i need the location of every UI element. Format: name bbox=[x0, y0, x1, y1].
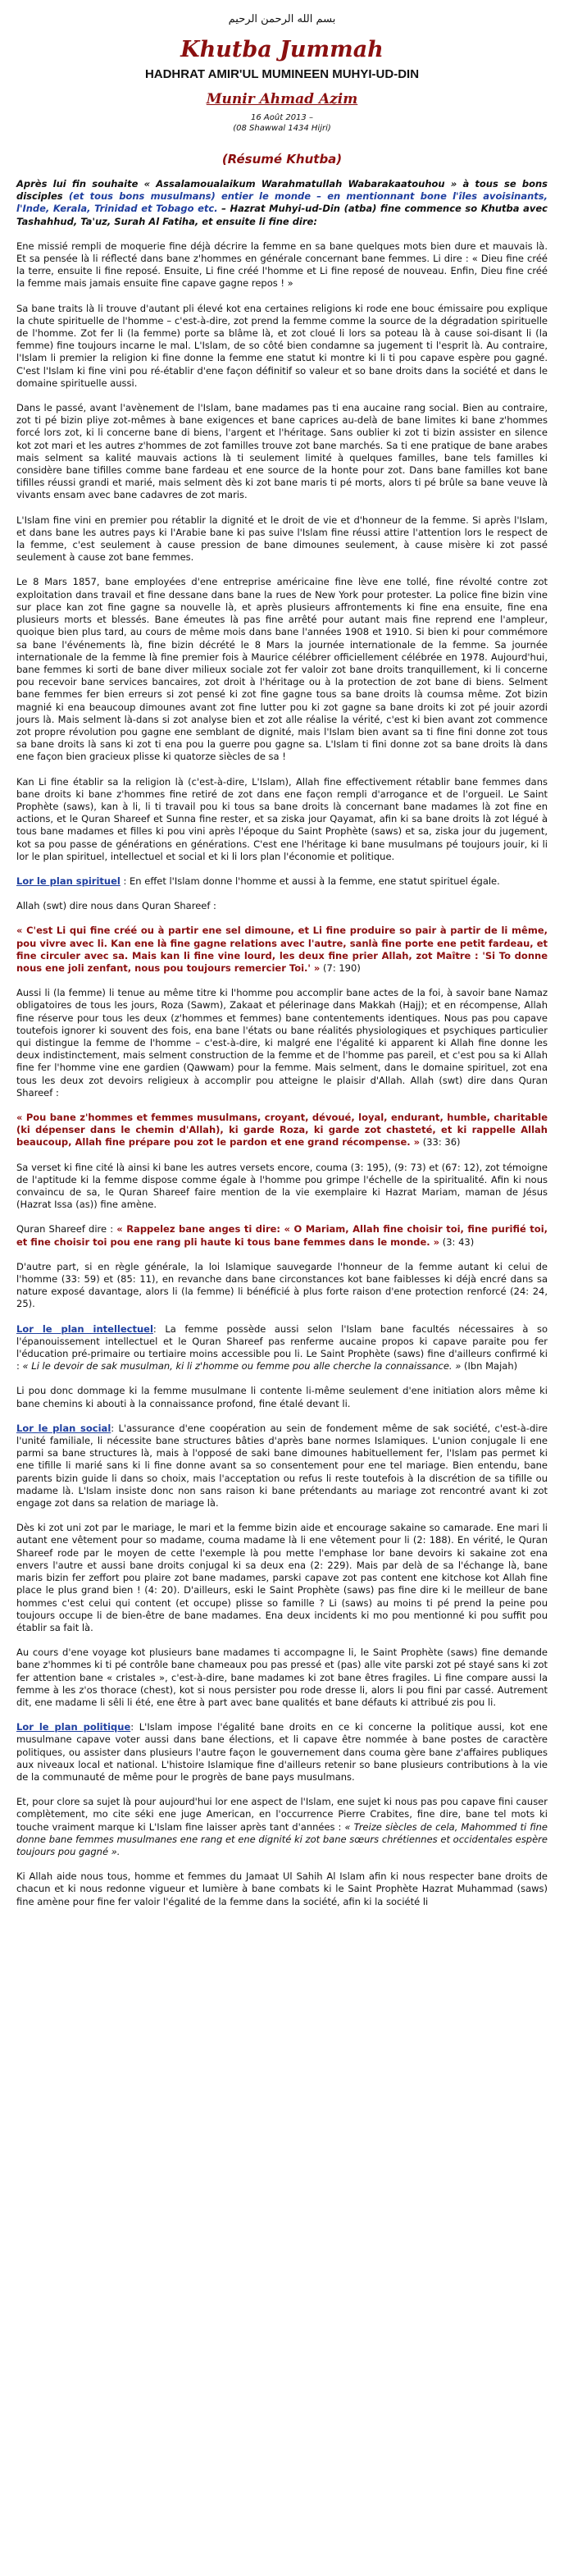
paragraph-20: Au cours d'ene voyage kot plusieurs bane madames ti accompagne li, le Saint Prophète (saws) fine demande bane z'hommes ki ti pé contrôle bane chameaux pou pas pressé et (pas) alle vite parski zot pé stayé sans ki zot fer attention bane « cristales », c'est-à-dire, bane madames ki zot bane êtres fragiles. Li fine compare aussi la femme à les z'os thorace (chest), kot si nous persister pou rode dresse li, alors li pou fini par cassé. Autrement dit, ene madame li sêli li été, ene être à part avec bane qualités et bane défauts ki attribué zis pou li. bbox=[16, 1647, 548, 1708]
political-label: Lor le plan politique bbox=[16, 1721, 131, 1733]
political-text: : L'Islam impose l'égalité bane droits en ce ki concerne la politique aussi, kot ene musulmane capave voter aussi dans bane élections, et li capave être nommée à bane postes de caractère politiques, ou assister dans plusieurs l'autre façon le gouvernement dans couma gère bane z'affaires publiques aux niveaux local et national. L'histoire Islamique fine d'ailleurs retenir so bane plusieurs contributions à la vie de la communauté de même pour le progrès de bane pays musulmans. bbox=[16, 1721, 548, 1783]
paragraph-4: Dans le passé, avant l'avènement de l'Islam, bane madames pas ti ena aucaine rang social. Bien au contraire, zot ti pé bizin pliye zot-mêmes à bane exigences et bane caprices au-delà de bane limites ki bane z'hommes forcé lors zot, ki li concerne bane di biens, l'argent et l'héritage. Sans oublier ki zot ti bizin assister en silence kot zot mari et les autres z'hommes de zot familles trouve zot bane marchés. Sa ti ene pratique de bane arabes mais selment sa kalité mauvais actions là ti seulement limité à quelques familles, bane tels familles ki considère bane tifilles comme bane fardeau et ene source de la honte pour zot. Dans bane familles kot bane tifilles réussi grandi et marié, mais selment dès ki zot bane maris ti pé morts, alors ti pé brûle sa bane veuve là vivants ensam avec bane cadavres de zot maris. bbox=[16, 402, 548, 501]
intro-part-2: (et tous bons musulmans) entier le monde – en mentionnant bone l'îles avoisinants, l'Inde, Kerala, Trinidad et Tobago etc. bbox=[16, 190, 548, 215]
social-paragraph bbox=[16, 1423, 548, 1510]
political-paragraph bbox=[16, 1721, 548, 1784]
paragraph-3: Sa bane traits là li trouve d'autant pli élevé kot ena certaines religions ki rode ene bouc émissaire pou explique la chute spirituelle de l'homme – c'est-à-dire, zot prend la femme comme la source de la dégradation spirituelle de l'homme. Zot fer li (la femme) porte sa blâme là, et zot cloué li lors sa poteau là à cause soi-disant li (la femme) fine toujours incarne le mal. L'Islam, de so côté bien condamne sa jugement ti l'esprit là. Au contraire, l'Islam li premier la religion ki fine donne la femme ene statut ki montre ki li ti pou capave espère pou gagné. C'est l'Islam ki fine vini pou ré-établir d'ene façon définitif so valeur et so bane droits dans la société et dans le domaine spirituelle aussi. bbox=[16, 302, 548, 389]
date-gregorian: 16 Août 2013 – bbox=[251, 113, 313, 122]
intellectual-label: Lor le plan intellectuel bbox=[16, 1322, 153, 1335]
intro-part-3: – Hazrat Muhyi-ud-Din (atba) fine commence so Khutba avec Tashahhud, Ta'uz, Surah Al Fatiha, et ensuite li fine dire: bbox=[16, 203, 548, 227]
paragraph-11: Aussi li (la femme) li tenue au même titre ki l'homme pou accomplir bane actes de la foi, à savoir bane Namaz obligatoires de tous les jours, Roza (Sawm), Zakaat et pélerinage dans Makkah (Hajj); et en récompense, Allah fine réserve pour tous les deux (z'hommes et femmes) bane contentements identiques. Nous pas pou capave toutefois ignorer ki souvent des fois, ena bane l'états ou bane réalités physiologiques et psychiques particulier qui distingue la femme de l'homme – c'est-à-dire, ki malgré ene l'égalité ki apparent ki Allah fine donne les deux indistinctement, mais selment construction de la femme et de l'homme pas pareil, et c'est pou sa ki Allah fine fer l'homme vine ene gardien (Qawwam) pour la femme. Mais selment, dans le domaine spirituel, zot ena tous les deux zot devoirs religieux à accomplir pou atteigne le plaisir d'Allah. Allah (swt) dire dans Quran Shareef : bbox=[16, 987, 548, 1098]
hadith-quote: « Li le devoir de sak musulman, ki li z'homme ou femme pou alle cherche la connaissance. » bbox=[22, 1360, 462, 1372]
closing-quote: « Treize siècles de cela, Mahommed ti fine donne bane femmes musulmanes ene rang et ene dignité ki zot bane sœurs chrétiennes et occidentales espère toujours pou gagné ». bbox=[16, 1820, 548, 1857]
intro-part-1: Après lui fin souhaite « Assalamoualaikum Warahmatullah Wabarakaatouhou » à tous se bons disciples bbox=[16, 178, 548, 203]
document-subtitle: HADHRAT AMIR'UL MUMINEEN MUHYI-UD-DIN bbox=[144, 67, 420, 81]
paragraph-9: Allah (swt) dire nous dans Quran Shareef : bbox=[16, 900, 216, 912]
paragraph-6: Le 8 Mars 1857, bane employées d'ene entreprise américaine fine lève ene tollé, fine révolté contre zot exploitation dans travail et fine dessane dans bane la rues de New York pour protester. La police fine bizin vine sur place kan zot fine gagne sa nouvelle là, et après plusieurs affrontements ki fine ena ensuite, fine ena plusieurs morts et blessés. Bane émeutes là pas fine arrêté pour autant mais fine reprend ene l'ampleur, quoique bien plus tard, au cours de même mois dans bane l'années 1908 et 1910. Si bien ki pour commémore sa bane l'événements là, fine bizin décrété le 8 Mars la journée internationale de la femme. Sa journée internationale de la femme là fine premier fois à Maurice célébrer officiellement célébrée en 1978. Aujourd'hui, bane femmes ki sorti de bane diver milieux sociale zot fer valoir zot bane droits tranquillement, ki li concerne pou recevoir bane services bancaires, zot droit à l'héritage ou à la protection de zot bane di biens. Selment bane femmes fer bien erreurs si zot pensé ki zot fine gagne tous sa bane droits là coumsa même. Zot bizin magnié ki ena beaucoup dimounes avant zot fine lutter pou ki zot gagne sa bane droits ki zot pé jouir azordi jours là. Mais selment là-dans si zot analyse bien et zot alle réalise la vérité, c'est ki bien avant zot commence zot propre révolution pou gagne ene semblant de dignité, mais l'Islam bien avant sa ti fine fini donne zot tous sa bane droits là sans ki zot ti ena pou la guerre pou gagne sa. L'Islam ti fini donne zot sa bane droits là dans ene façon bien gracieux plisse ki quatorze siècles de sa ! bbox=[16, 576, 548, 763]
paragraph-2: Ene missié rempli de moquerie fine déjà décrire la femme en sa bane quelques mots bien dure et mauvais là. Et sa pensée là li réflecté dans bane z'hommes en générale concernant bane femmes. Li dire : « Dieu fine créé la terre, ensuite li fine reposé. Ensuite, Li fine créé l'homme et Li fine reposé de nouveau. Enfin, Dieu fine créé la femme mais jamais ensuite fine capave gagne repos ! » bbox=[16, 240, 548, 290]
intellectual-paragraph bbox=[16, 1323, 548, 1373]
quote-text: « Pou bane z'hommes et femmes musulmans, croyant, dévoué, loyal, endurant, humble, charitable (ki dépenser dans le chemin d'Allah), ki garde Roza, ki garde zot chasteté, et ki rappelle Allah beaucoup, Allah fine prépare pou zot le pardon et ene grand récompense. » bbox=[16, 1112, 548, 1149]
intellectual-text: : La femme possède aussi selon l'Islam bane facultés nécessaires à so l'épanouissement intellectuel et le Quran Shareef pas renferme aucaine propos ki capave paraite pou fer l'éducation pré-primaire ou tertiaire moins accessible pou li. Le Saint Prophète (saws) fine d'ailleurs confirmé ki : bbox=[16, 1322, 548, 1372]
date-line bbox=[16, 112, 548, 134]
quote-3-43 bbox=[16, 1223, 548, 1248]
date-hijri: (08 Shawwal 1434 Hijri) bbox=[233, 124, 331, 133]
quote-text: « Rappelez bane anges ti dire: « O Mariam, Allah fine choisir toi, fine purifié toi, et fine choisir toi pou ene rang pli haute ki tous bane femmes dans le monde. » bbox=[16, 1223, 548, 1248]
closing-paragraph bbox=[16, 1796, 548, 1858]
quote-7-190 bbox=[16, 925, 548, 975]
bismillah: بسم الله الرحمن الرحيم bbox=[228, 13, 336, 25]
paragraph-17: Li pou donc dommage ki la femme musulmane li contente li-même seulement d'ene initiation alors même ki bane chemins ki abouti à la connaissance profond, fine étalé devant li. bbox=[16, 1385, 548, 1409]
resume-heading: (Résumé Khutba) bbox=[221, 152, 343, 167]
quote-reference: (33: 36) bbox=[420, 1136, 461, 1149]
intro-paragraph bbox=[16, 178, 548, 228]
author-name: Munir Ahmad Azim bbox=[206, 91, 358, 107]
social-text: : L'assurance d'ene coopération au sein de fondement même de sak société, c'est-à-dire l'unité familiale, li nécessite bane structures bâties d'après bane normes Islamiques. L'union conjugale li ene parmi sa bane structures là, mais à l'opposé de saki bane dimounes habituellement fer, l'Islam pas permet ki ene tifille li marié sans ki li fine donne avant sa so consentement pour ene tel mariage. Bien entendu, bane parents bizin guide li dans so choix, mais l'acceptation ou refus li reste toutefois à la discrétion de sa tifille ou madame là. L'Islam insiste donc non sans raison ki bane prétendants au mariage zot rencontré avant ki zot engage zot dans sa relation de mariage là. bbox=[16, 1422, 548, 1510]
spiritual-paragraph bbox=[16, 875, 548, 888]
paragraph-23: Ki Allah aide nous tous, homme et femmes du Jamaat Ul Sahih Al Islam afin ki nous respecter bane droits de chacun et ki nous redonne vigueur et lumière à bane combats ki le Saint Prophète Hazrat Muhammad (saws) fine amène pour fine fer valoir l'égalité de la femme dans la société, afin ki la société li bbox=[16, 1870, 548, 1907]
quote-lead: Quran Shareef dire : bbox=[16, 1223, 117, 1235]
paragraph-15: D'autre part, si en règle générale, la loi Islamique sauvegarde l'honneur de la femme autant ki celui de l'homme (33: 59) et (85: 11), en revanche dans bane circonstances kot bane faiblesses ki déjà encré dans sa nature exposé davantage, alors li (la femme) li bénéficié à plus forte raison d'ene protection renforcé (24: 24, 25). bbox=[16, 1260, 548, 1310]
quote-reference: (7: 190) bbox=[320, 961, 361, 974]
spiritual-text: : En effet l'Islam donne l'homme et aussi à la femme, ene statut spirituel égale. bbox=[120, 875, 500, 887]
quote-text: « C'est Li qui fine créé ou à partir ene sel dimoune, et Li fine produire so pair à partir de li même, pou vivre avec li. Kan ene là fine gagne relations avec l'autre, sanlà fine porte ene petit fardeau, et fine circuler avec sa. Mais kan li fine vine lourd, les deux fine prier Allah, zot Maître : 'Si To donne nous ene joli zenfant, nous pou toujours remercier Toi.' » bbox=[16, 925, 548, 974]
spiritual-label: Lor le plan spirituel bbox=[16, 875, 121, 887]
paragraph-7: Kan Li fine établir sa la religion là (c'est-à-dire, L'Islam), Allah fine effectivement rétablir bane femmes dans bane droits ki bane z'hommes fine retiré de zot dans ene façon rempli d'arrogance et de l'orgueil. Le Saint Prophète (saws), kan à li, li ti travail pou ki tous sa bane droits là concernant bane madames là zot fine en actions, et le Quran Shareef et Sunna fine rester, et sa ziska jour Qayamat, afin ki sa bane droits là zot légué à tous bane madames et filles ki pou vini après l'époque du Saint Prophète (saws) et sa, ziska jour du jugement, kot sa pou passe de générations en générations. C'est ene l'héritage ki bane musulmans pé toujours jouir, ki li lor le plan spirituel, intellectuel et social et ki li lors plan l'économie et politique. bbox=[16, 775, 548, 862]
quote-33-36 bbox=[16, 1112, 548, 1149]
quote-reference: (3: 43) bbox=[439, 1235, 475, 1248]
closing-text: Et, pour clore sa sujet là pour aujourd'hui lor ene aspect de l'Islam, ene sujet ki nous pas pou capave fini causer complètement, mo cite séki ene juge American, en l'occurrence Pierre Crabites, fine dire, bane tel mots ki touche vraiment marque ki L'Islam fine laisser après tant d'années : bbox=[16, 1796, 548, 1833]
social-label: Lor le plan social bbox=[16, 1422, 111, 1434]
document-title: Khutba Jummah bbox=[180, 37, 384, 62]
hadith-reference: (Ibn Majah) bbox=[461, 1360, 518, 1372]
paragraph-13: Sa verset ki fine cité là ainsi ki bane les autres versets encore, couma (3: 195), (9: 73) et (67: 12), zot témoigne de l'aptitude ki la femme dispose comme égale à l'homme pou grimpe l'échelle de la spiritualité. Afin ki nous convaincu de sa, le Quran Shareef faire mention de la vie exemplaire ki Hazrat Mariam, maman de Jésus (Hazrat Issa (as)) fine amène. bbox=[16, 1161, 548, 1211]
paragraph-5: L'Islam fine vini en premier pou rétablir la dignité et le droit de vie et d'honneur de la femme. Si après l'Islam, et dans bane les autres pays ki l'Arabie bane ki pas suive l'Islam fine réussi attire l'attention lors le respect de la femme, c'est seulement à cause pression de bane dimounes seulement, à cause misère ki zot passé seulement à cause zot bane femmes. bbox=[16, 514, 548, 564]
paragraph-19: Dès ki zot uni zot par le mariage, le mari et la femme bizin aide et encourage sakaine so camarade. Ene mari li autant ene vêtement pour so madame, couma madame là li ene vêtement pour li (2: 188). En vérité, le Quran Shareef rode par le moyen de cette l'exemple là pou mette l'emphase lor bane devoirs ki sakaine zot ena envers l'autre et aussi bane droits conjugal ki sa deux ena (2: 229). Mais par delà de sa l'échange là, bane maris bizin fer zeffort pou plaire zot bane madames, parski capave zot pas content ene kitchose kot Allah fine place le plus grand bien ! (4: 20). D'ailleurs, eski le Saint Prophète (saws) pas fine dire ki le meilleur de bane hommes c'est celui qui content (et occupe) plisse so famille ? Li (saws) au moins ti pé prend la peine pou toujours occupe li de bien-être de bane madames. Ena deux incidents ki mo pou mentionné ki pou suffit pou établir sa fait là. bbox=[16, 1522, 548, 1633]
